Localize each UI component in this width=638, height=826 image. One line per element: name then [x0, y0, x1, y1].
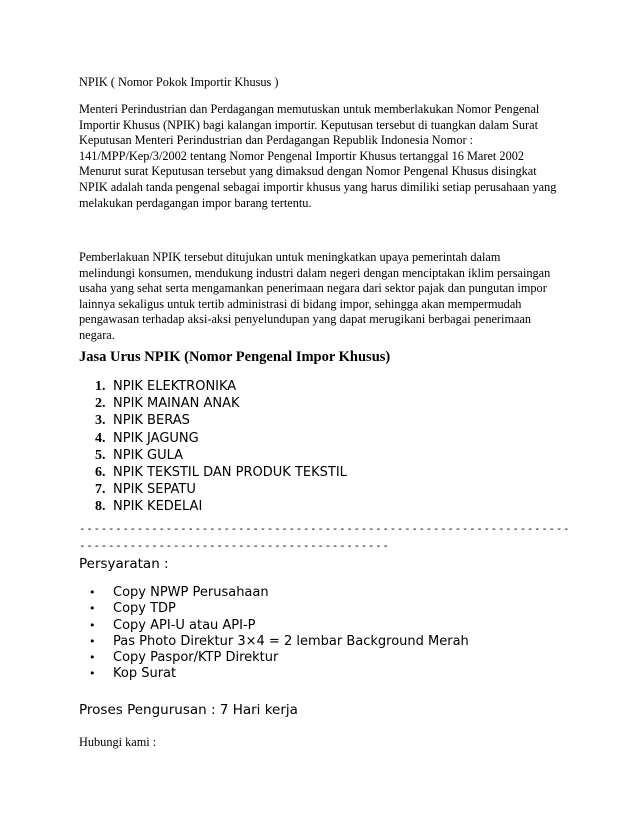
list-item [89, 634, 469, 650]
requirements-list [89, 585, 469, 683]
list-item [95, 481, 347, 498]
paragraph-line: Menurut surat Keputusan tersebut yang dimaksud dengan Nomor Pengenal Khusus disingkat [79, 164, 537, 179]
list-item [95, 447, 347, 464]
list-item-label: NPIK KEDELAI [113, 499, 203, 515]
list-item [89, 585, 469, 601]
list-item-label: Copy NPWP Perusahaan [113, 585, 269, 600]
list-item [95, 395, 347, 412]
list-item-label: NPIK MAINAN ANAK [113, 396, 240, 412]
list-number: 3. [95, 413, 106, 429]
requirements-heading: Persyaratan : [79, 556, 169, 572]
list-item-label: Pas Photo Direktur 3×4 = 2 lembar Background Merah [113, 633, 469, 649]
list-number: 8. [95, 499, 106, 515]
list-item [89, 618, 469, 634]
dashed-divider: --------------------------------------------------------------------------------------------------------------- [79, 522, 571, 552]
service-heading: Jasa Urus NPIK (Nomor Pengenal Impor Khusus) [79, 349, 391, 365]
list-item-label: NPIK GULA [113, 447, 184, 463]
bullet-icon: • [89, 634, 96, 648]
list-item-label: Copy TDP [113, 601, 176, 617]
paragraph-line: Keputusan Menteri Perindustrian dan Perdagangan Republik Indonesia Nomor : [79, 133, 474, 148]
npik-list [95, 378, 347, 516]
bullet-icon: • [89, 667, 96, 681]
paragraph-line: NPIK adalah tanda pengenal sebagai importir khusus yang harus dimiliki setiap perusahaan yang [79, 179, 557, 194]
paragraph-line: negara. [79, 327, 115, 342]
list-item [95, 378, 347, 395]
list-item [95, 498, 347, 515]
paragraph-line: 141/MPP/Kep/3/2002 tentang Nomor Pengenal Importir Khusus tertanggal 16 Maret 2002 [79, 148, 525, 163]
paragraph-line: usaha yang sehat serta mengamankan penerimaan negara dari sektor pajak dan pungutan impor [79, 281, 547, 296]
bullet-icon: • [89, 618, 96, 632]
list-item-label: NPIK JAGUNG [113, 430, 199, 446]
contact-label: Hubungi kami : [79, 735, 157, 749]
list-item [89, 601, 469, 617]
heading: NPIK ( Nomor Pokok Importir Khusus ) [79, 75, 279, 89]
list-item [95, 464, 347, 481]
paragraph-line: Pemberlakuan NPIK tersebut ditujukan untuk meningkatkan upaya pemerintah dalam [79, 250, 501, 264]
paragraph-line: melakukan perdagangan impor barang tertentu. [79, 195, 312, 210]
bullet-icon: • [89, 602, 96, 616]
list-item-label: Kop Surat [113, 666, 177, 682]
paragraph-purpose [79, 250, 569, 344]
paragraph-line: melindungi konsumen, mendukung industri dalam negeri dengan menciptakan iklim persaingan [79, 265, 551, 280]
list-item-label: Copy API-U atau API-P [113, 617, 256, 633]
list-number: 2. [95, 396, 106, 412]
list-item-label: NPIK BERAS [113, 413, 190, 429]
list-item [89, 650, 469, 666]
list-number: 7. [95, 482, 106, 498]
list-number: 1. [95, 379, 106, 394]
list-item-label: NPIK TEKSTIL DAN PRODUK TEKSTIL [113, 465, 347, 481]
paragraph-line: pengawasan terhadap aksi-aksi penyelundupan yang dapat merugikani berbagai penerimaan [79, 312, 532, 327]
list-number: 4. [95, 430, 106, 446]
paragraph-line: lainnya sekaligus untuk tertib administrasi di bidang impor, sehingga akan mempermudah [79, 296, 522, 311]
list-item [89, 666, 469, 682]
list-item [95, 412, 347, 429]
list-item [95, 430, 347, 447]
bullet-icon: • [89, 651, 96, 665]
process-duration: Proses Pengurusan : 7 Hari kerja [79, 702, 298, 718]
paragraph-line: Importir Khusus (NPIK) bagi kalangan importir. Keputusan tersebut di tuangkan dalam Surat [79, 117, 538, 132]
list-number: 6. [95, 465, 106, 481]
paragraph-intro [79, 102, 569, 211]
list-item-label: Copy Paspor/KTP Direktur [113, 650, 279, 666]
bullet-icon: • [89, 586, 96, 599]
list-item-label: NPIK SEPATU [113, 482, 196, 498]
paragraph-line: Menteri Perindustrian dan Perdagangan memutuskan untuk memberlakukan Nomor Pengenal [79, 102, 540, 116]
list-item-label: NPIK ELEKTRONIKA [113, 379, 237, 394]
list-number: 5. [95, 447, 106, 463]
